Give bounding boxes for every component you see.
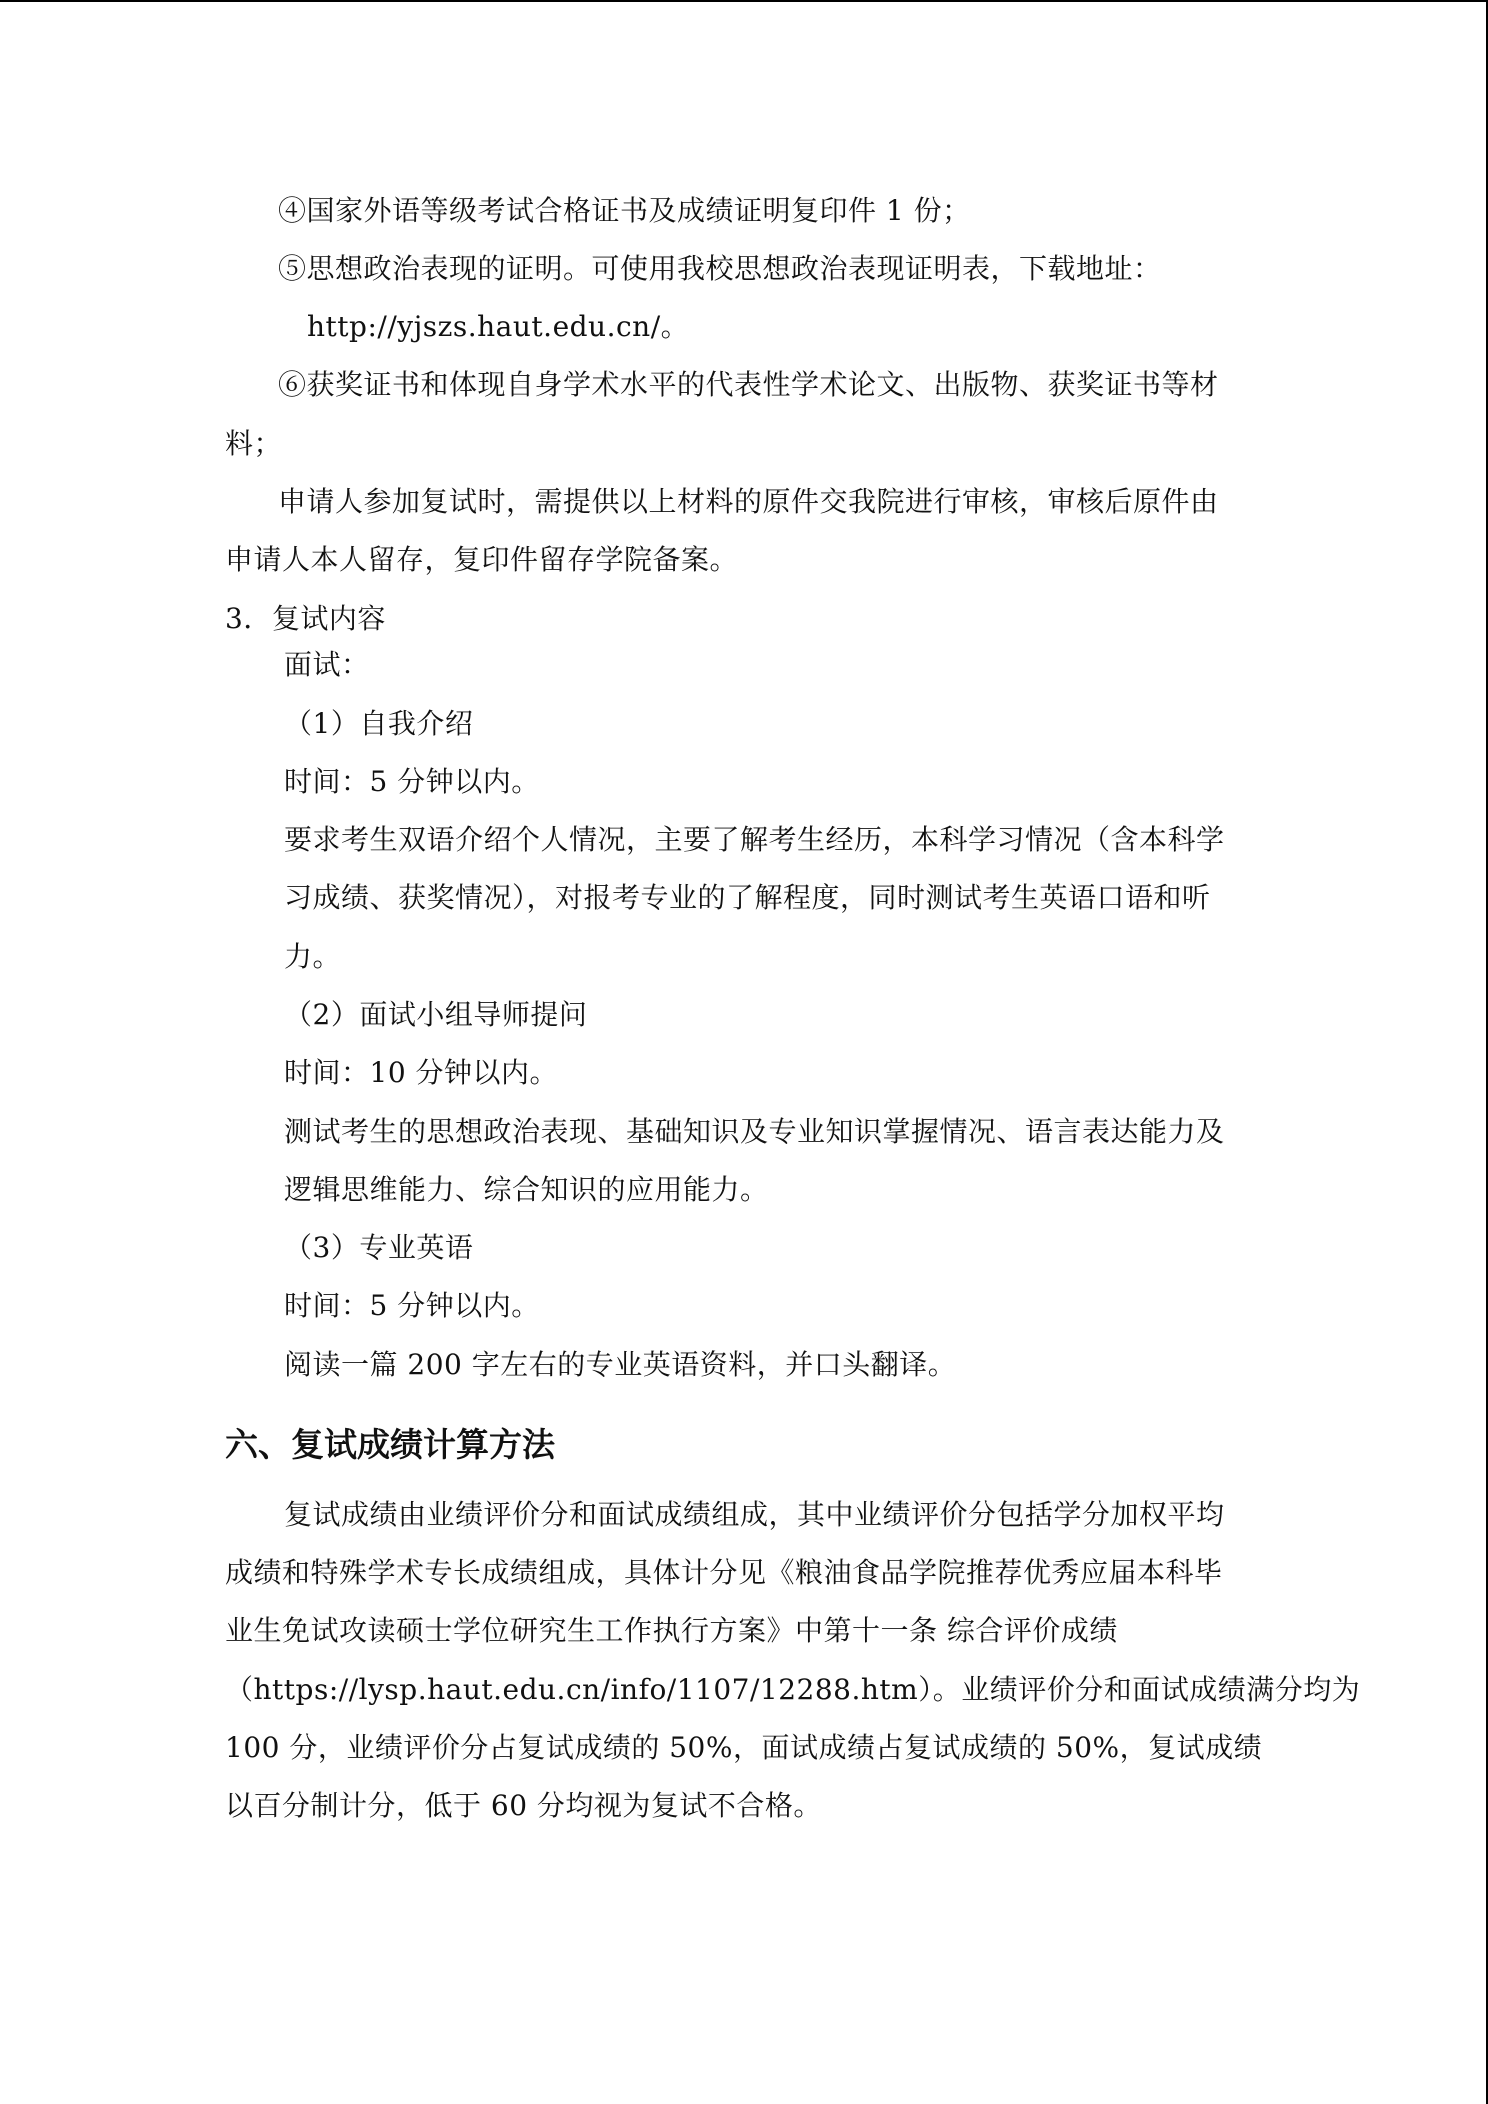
section-6-para-line1: 复试成绩由业绩评价分和面试成绩组成，其中业绩评价分包括学分加权平均: [284, 1498, 1225, 1531]
section-6-para-line5: 100 分，业绩评价分占复试成绩的 50%，面试成绩占复试成绩的 50%，复试成绩: [225, 1731, 1263, 1764]
material-note-line1: 申请人参加复试时，需提供以上材料的原件交我院进行审核，审核后原件由: [278, 485, 1219, 518]
section-6-para-line6: 以百分制计分，低于 60 分均视为复试不合格。: [225, 1789, 822, 1822]
retest-content-heading: 3．复试内容: [225, 602, 386, 635]
part3-title: （3）专业英语: [284, 1231, 474, 1264]
section-6-heading: 六、复试成绩计算方法: [225, 1425, 555, 1464]
part3-time: 时间：5 分钟以内。: [284, 1289, 540, 1322]
material-item-4: ④国家外语等级考试合格证书及成绩证明复印件 1 份；: [278, 194, 971, 227]
material-item-5-link[interactable]: http://yjszs.haut.edu.cn/。: [307, 310, 690, 343]
material-item-6-line2: 料；: [225, 427, 283, 460]
part1-desc-line1: 要求考生双语介绍个人情况，主要了解考生经历，本科学习情况（含本科学: [284, 823, 1225, 856]
part1-time: 时间：5 分钟以内。: [284, 765, 540, 798]
part1-desc-line2: 习成绩、获奖情况），对报考专业的了解程度，同时测试考生英语口语和听: [284, 881, 1211, 914]
interview-label: 面试：: [284, 648, 370, 681]
section-6-para-line4: （https://lysp.haut.edu.cn/info/1107/12288.htm）。业绩评价分和面试成绩满分均为: [225, 1673, 1361, 1706]
part1-desc-line3: 力。: [284, 940, 342, 973]
part2-desc-line2: 逻辑思维能力、综合知识的应用能力。: [284, 1173, 769, 1206]
part2-desc-line1: 测试考生的思想政治表现、基础知识及专业知识掌握情况、语言表达能力及: [284, 1115, 1225, 1148]
material-item-6-line1: ⑥获奖证书和体现自身学术水平的代表性学术论文、出版物、获奖证书等材: [278, 368, 1219, 401]
part3-desc: 阅读一篇 200 字左右的专业英语资料，并口头翻译。: [284, 1348, 957, 1381]
part1-title: （1）自我介绍: [284, 707, 474, 740]
part2-time: 时间：10 分钟以内。: [284, 1056, 559, 1089]
section-6-para-line3: 业生免试攻读硕士学位研究生工作执行方案》中第十一条 综合评价成绩: [225, 1614, 1118, 1647]
part2-title: （2）面试小组导师提问: [284, 998, 588, 1031]
material-item-5: ⑤思想政治表现的证明。可使用我校思想政治表现证明表，下载地址：: [278, 252, 1162, 285]
material-note-line2: 申请人本人留存，复印件留存学院备案。: [225, 543, 739, 576]
section-6-para-line2: 成绩和特殊学术专长成绩组成，具体计分见《粮油食品学院推荐优秀应届本科毕: [225, 1556, 1223, 1589]
